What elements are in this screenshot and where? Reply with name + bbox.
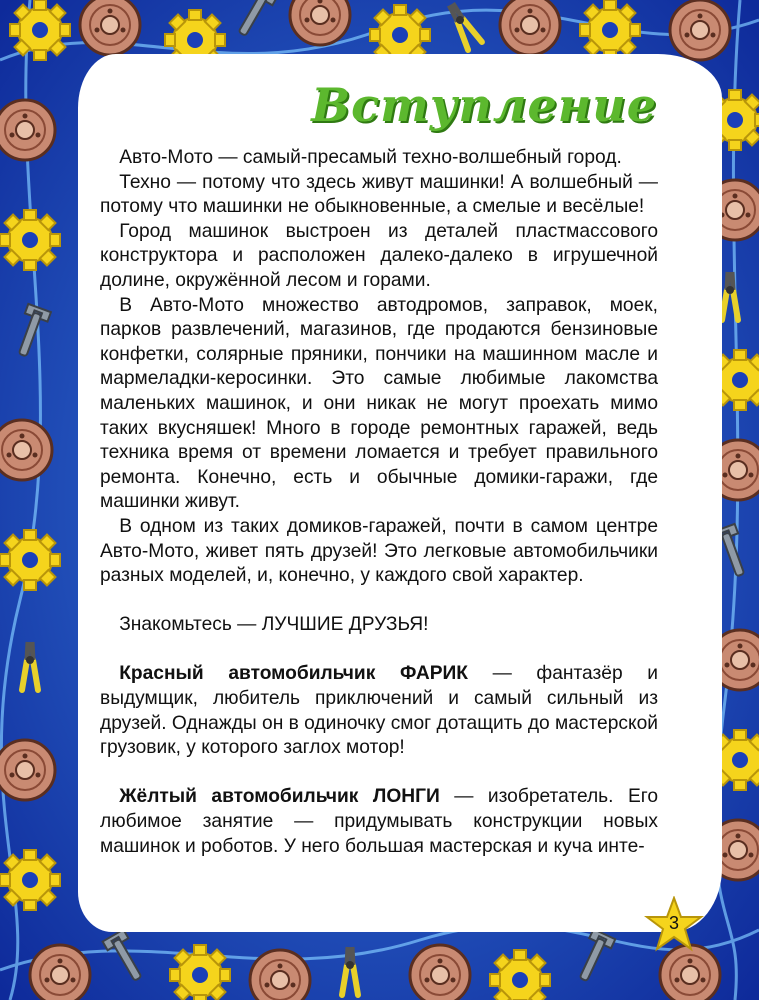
- character-farik: [100, 662, 658, 760]
- paragraph-friends: В одном из таких домиков-гаражей, почти в самом центре Авто-Мото, живет пять друзей! Это легковые автомобильчики разных моделей, и, конечно, у каждого свой характер.: [100, 515, 658, 587]
- paragraph-town: Город машинок выстроен из деталей пластмассового конструктора и расположен далеко-далеко в игрушечной долине, окружённой лесом и горами.: [100, 220, 658, 291]
- page-body: [100, 146, 658, 859]
- character-farik-name: Красный автомобильчик ФАРИК: [119, 663, 468, 685]
- paragraph-intro: Авто-Мото — самый-пресамый техно-волшебный город.: [119, 147, 622, 168]
- character-longi-desc: — изобретатель. Его любимое занятие — придумывать конструкции новых машинок и роботов. У него большая мастерская и куча инте-: [100, 786, 659, 857]
- page-title: Вступление: [311, 78, 657, 132]
- page-number: 3: [668, 913, 679, 933]
- page-number-badge: [644, 896, 704, 954]
- paragraph-places: В Авто-Мото множество автодромов, заправок, моек, парков развлечений, магазинов, где продаются бензиновые конфетки, солярные пряники, пончики на машинном масле и мармеладки-керосинки. Это самые любимые лакомства маленьких машинок, и они никак не могут проехать мимо таких вкусняшек! Много в городе ремонтных гаражей, ведь техника время от времени ломается и требует правильного ремонта. Конечно, есть и обычные домики-гаражи, где машинки живут.: [100, 294, 658, 513]
- character-farik-desc: — фантазёр и выдумщик, любитель приключений и самый сильный из друзей. Однажды он в одиночку смог дотащить до мастерской грузовик, у которого заглох мотор!: [100, 663, 658, 759]
- character-longi-name: Жёлтый автомобильчик ЛОНГИ: [119, 786, 440, 808]
- paragraph-meet: Знакомьтесь — ЛУЧШИЕ ДРУЗЬЯ!: [119, 614, 429, 636]
- paragraph-techno: Техно — потому что здесь живут машинки! А волшебный — потому что машинки не обыкновенные, а смелые и весёлые!: [100, 171, 658, 218]
- character-longi: [100, 785, 658, 859]
